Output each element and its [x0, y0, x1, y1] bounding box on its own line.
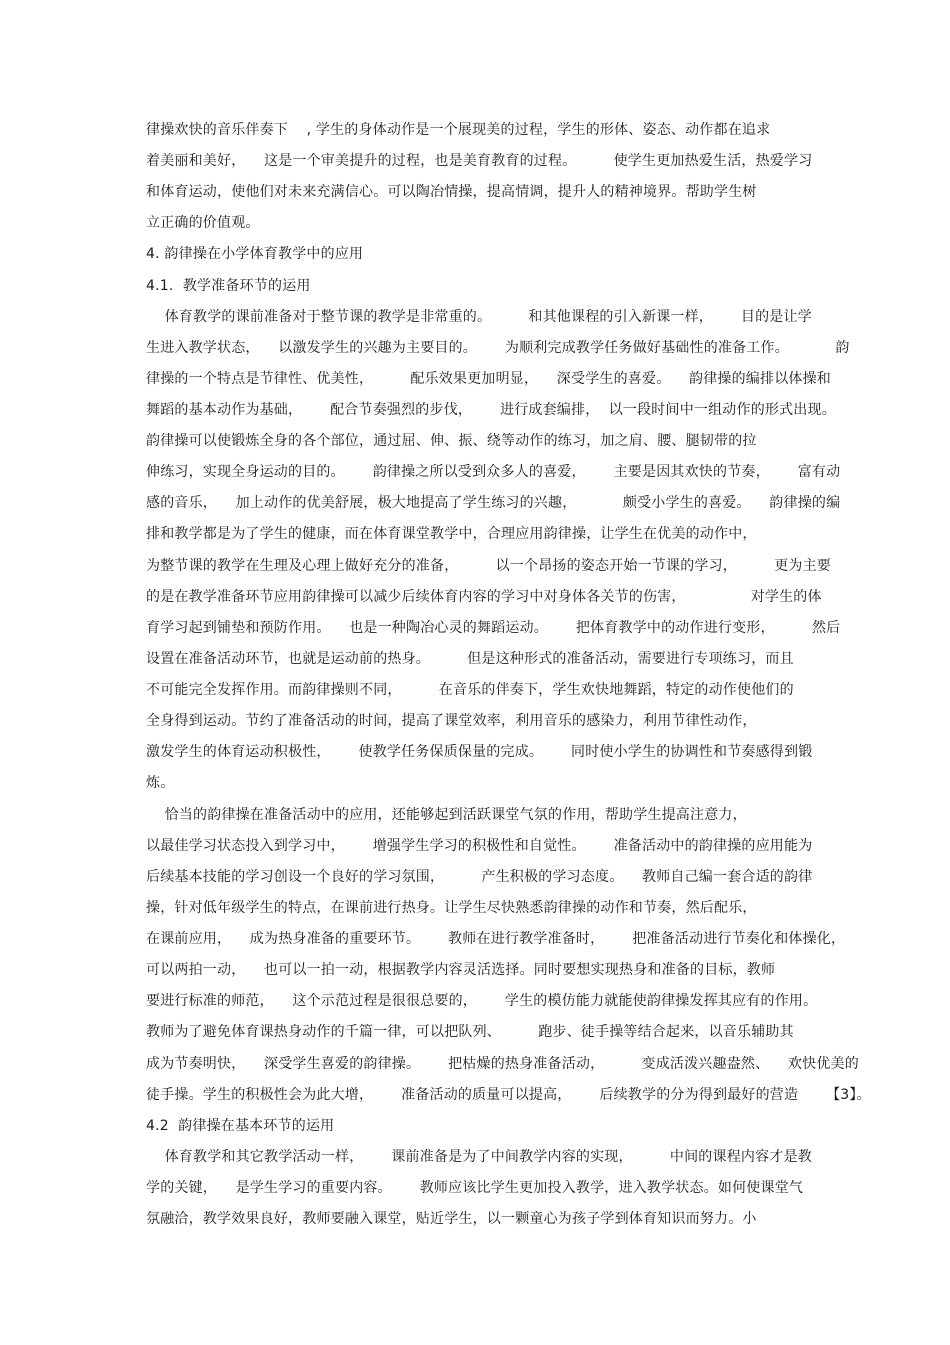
text-line: 伸练习，实现全身运动的目的。 韵律操之所以受到众多人的喜爱， 主要是因其欢快的节奏， 富有动: [146, 464, 841, 480]
text-line: 氛融洽，教学效果良好，教师要融入课堂，贴近学生，以一颗童心为孩子学到体育知识而努力。小: [146, 1211, 757, 1227]
text-line: 生进入教学状态， 以激发学生的兴趣为主要目的。 为顺利完成教学任务做好基础性的准备工作。 韵: [146, 340, 850, 356]
subsection-heading: 4.2 韵律操在基本环节的运用: [146, 1118, 335, 1134]
section-heading: 4. 韵律操在小学体育教学中的应用: [146, 246, 364, 262]
text-line: 韵律操可以使锻炼全身的各个部位，通过屈、伸、振、绕等动作的练习，加之肩、腰、腿韧带的拉: [146, 433, 757, 449]
text-line: 炼。: [146, 775, 175, 791]
text-line: 立正确的价值观。: [146, 215, 260, 231]
subsection-heading: 4.1. 教学准备环节的运用: [146, 278, 311, 294]
text-line: 舞蹈的基本动作为基础， 配合节奏强烈的步伐， 进行成套编排， 以一段时间中一组动作的形式出现。: [146, 402, 836, 418]
text-line: 体育教学的课前准备对于整节课的教学是非常重的。 和其他课程的引入新课一样， 目的是让学: [146, 309, 812, 325]
text-line: 律操欢快的音乐伴奏下 , 学生的身体动作是一个展现美的过程，学生的形体、姿态、动作都在追求: [146, 122, 771, 138]
text-line: 全身得到运动。节约了准备活动的时间，提高了课堂效率，利用音乐的感染力，利用节律性动作，: [146, 713, 757, 729]
text-line: 以最佳学习状态投入到学习中， 增强学生学习的积极性和自觉性。 准备活动中的韵律操的应用能为: [146, 838, 813, 854]
text-line: 律操的一个特点是节律性、优美性， 配乐效果更加明显， 深受学生的喜爱。 韵律操的编排以体操和: [146, 371, 832, 387]
text-line: 不可能完全发挥作用。而韵律操则不同， 在音乐的伴奏下，学生欢快地舞蹈，特定的动作使他们的: [146, 682, 794, 698]
text-line: 排和教学都是为了学生的健康，而在体育课堂教学中，合理应用韵律操，让学生在优美的动作中，: [146, 526, 757, 542]
text-line: 后续基本技能的学习创设一个良好的学习氛围， 产生积极的学习态度。 教师自己编一套合适的韵律: [146, 869, 813, 885]
text-line: 设置在准备活动环节，也就是运动前的热身。 但是这种形式的准备活动，需要进行专项练习，而且: [146, 651, 794, 667]
text-line: 和体育运动，使他们对未来充满信心。可以陶冶情操，提高情调，提升人的精神境界。帮助学生树: [146, 184, 757, 200]
text-line: 体育教学和其它教学活动一样， 课前准备是为了中间教学内容的实现， 中间的课程内容才是教: [146, 1149, 812, 1165]
text-line: 教师为了避免体育课热身动作的千篇一律，可以把队列、 跑步、徒手操等结合起来，以音乐辅助其: [146, 1024, 794, 1040]
text-line: 学的关键， 是学生学习的重要内容。 教师应该比学生更加投入教学，进入教学状态。如何使课堂气: [146, 1180, 804, 1196]
text-line: 感的音乐， 加上动作的优美舒展，极大地提高了学生练习的兴趣， 颇受小学生的喜爱。 韵律操的编: [146, 495, 841, 511]
text-line: 在课前应用， 成为热身准备的重要环节。 教师在进行教学准备时， 把准备活动进行节奏化和体操化，: [146, 931, 846, 947]
text-line: 成为节奏明快， 深受学生喜爱的韵律操。 把枯燥的热身准备活动， 变成活泼兴趣盎然、 欢快优美的: [146, 1056, 859, 1072]
text-line: 着美丽和美好， 这是一个审美提升的过程，也是美育教育的过程。 使学生更加热爱生活，热爱学习: [146, 153, 813, 169]
text-line: 要进行标准的师范， 这个示范过程是很很总要的， 学生的模仿能力就能使韵律操发挥其应有的作用。: [146, 993, 818, 1009]
text-line: 育学习起到铺垫和预防作用。 也是一种陶冶心灵的舞蹈运动。 把体育教学中的动作进行变形， 然后: [146, 620, 841, 636]
text-line: 恰当的韵律操在准备活动中的应用，还能够起到活跃课堂气氛的作用，帮助学生提高注意力，: [146, 807, 747, 823]
text-line: 激发学生的体育运动积极性， 使教学任务保质保量的完成。 同时使小学生的协调性和节奏感得到锻: [146, 744, 813, 760]
text-line: 的是在教学准备环节应用韵律操可以减少后续体育内容的学习中对身体各关节的伤害， 对学生的体: [146, 589, 822, 605]
text-line: 操，针对低年级学生的特点，在课前进行热身。让学生尽快熟悉韵律操的动作和节奏，然后配乐，: [146, 900, 757, 916]
text-line: 可以两拍一动， 也可以一拍一动，根据教学内容灵活选择。同时要想实现热身和准备的目标，教师: [146, 962, 776, 978]
text-line: 为整节课的教学在生理及心理上做好充分的准备， 以一个昂扬的姿态开始一节课的学习， 更为主要: [146, 558, 832, 574]
text-line: 徒手操。学生的积极性会为此大增， 准备活动的质量可以提高， 后续教学的分为得到最好的营造 【3】。: [146, 1087, 871, 1103]
